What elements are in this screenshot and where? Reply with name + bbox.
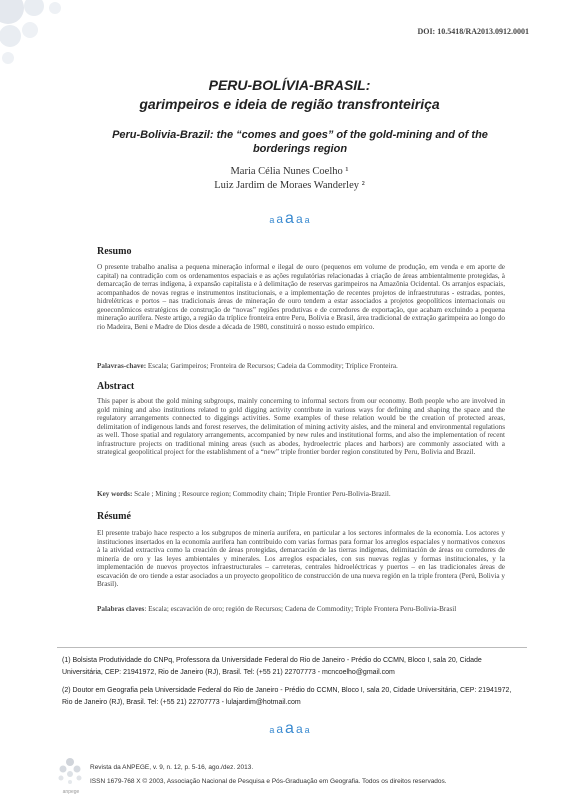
decorative-letters-top: [0, 210, 579, 228]
resumo-text: O presente trabalho analisa a pequena mineração informal e ilegal de ouro (pequenos em volume de produção, em venda e em aporte de capital) na contradição com os ordenamentos espaciais e as ações regulatórias relacionadas à criação de áreas ambientalmente protegidas, à demarcação de terras indígena, à expansão capitalista e à delimitação de reservas garimpeiros na Amazônia Ocidental. Os arranjos espaciais, acompanhados de novas regras e instrumentos institucionais, e a implementação de recentes projetos de infraestruturas - estradas, pontes, hidrelétricas e portos – nas tradicionais áreas de mineração de ouro tendem a estar associados a projetos geopolíticos internacionais ou geoeconômicos estratégicos de construção de “novas” regiões produtivas e de corredores de exportação, que acabam excluindo a pequena mineração aurífera. Neste artigo, a região da tríplice fronteira entre Peru, Bolívia e Brasil, área tradicional de extração garimpeira ao longo do rio Madeira, Beni e Madre de Dios desde a década de 1980, constituirá o nosso estudo empírico.: [97, 263, 505, 331]
decor-letter: a: [276, 212, 284, 226]
author-2: Luiz Jardim de Moraes Wanderley ²: [214, 180, 365, 191]
abstract-keywords: [97, 490, 505, 499]
decor-letter: a: [276, 722, 284, 736]
resume-keywords-label: Palabras claves: [97, 605, 145, 613]
resumo-keywords: [97, 362, 505, 371]
author-1: Maria Célia Nunes Coelho ¹: [230, 166, 349, 177]
doi: DOI: 10.5418/RA2013.0912.0001: [417, 27, 529, 36]
issn-copyright: ISSN 1679-768 X © 2003, Associação Nacional de Pesquisa e Pós-Graduação em Geografia. Todos os direitos reservados.: [90, 778, 447, 785]
article-title-line2: garimpeiros e ideia de região transfronteiriça: [139, 96, 440, 112]
abstract-keywords-text: Scale ; Mining ; Resource region; Commodity chain; Triple Frontier Peru-Bolivia-Brazil.: [132, 490, 391, 498]
resumo-heading: Resumo: [97, 246, 132, 257]
decor-letter: a: [285, 210, 294, 227]
article-title-line1: PERU-BOLÍVIA-BRASIL:: [208, 77, 371, 93]
resume-heading: Résumé: [97, 511, 131, 522]
decorative-letters-bottom: [0, 720, 579, 738]
footnote-2: (2) Doutor em Geografia pela Universidade Federal do Rio de Janeiro - Prédio do CCMN, Bloco I, sala 20, Cidade Universitária, CEP: 21941972, Rio de Janeiro (RJ), Brasil. Tel: (+55 21) 22707773 - lulajardim@hotmail.com: [62, 687, 512, 706]
decor-letter: a: [269, 215, 275, 225]
footnote-1: (1) Bolsista Produtividade do CNPq, Professora da Universidade Federal do Rio de Janeiro - Prédio do CCMN, Bloco I, sala 20, Cidade Universitária, CEP: 21941972, Rio de Janeiro (RJ), Brasil. Tel: (+55 21) 22707773 - mcncoelho@gmail.com: [62, 657, 482, 676]
corner-decoration: [0, 0, 80, 70]
resume-keywords: [97, 605, 505, 614]
resume-keywords-text: : Escala; escavación de oro; región de Recursos; Cadena de Commodity; Triple Frontera Peru-Bolivia-Brasil: [144, 605, 457, 613]
decor-letter: a: [285, 720, 294, 737]
footnote-divider: [57, 647, 527, 648]
journal-citation: Revista da ANPEGE, v. 9, n. 12, p. 5-16, ago./dez. 2013.: [90, 764, 254, 771]
resume-text: El presente trabajo hace respecto a los subgrupos de minería aurífera, en particular a los sectores informales de la economía. Los actores y instituciones insertados en la economía aurífera han contribuido com varias formas para formar los arreglos espaciales y normativos conexos à la atividad extractiva como la creación de áreas protegidas, demarcación de las tierras indígenas, delimitación de áreas ou corredores de minería de oro y las leyes ambientales y minerales. Los arreglos espaciales, con sus nuevas reglas y formas institucionales, y la implementación de nuevos proyectos infraestructurales – carreteras, centrales hidroeléctricas y puertos – en las tradicionales áreas de escavación de oro tiende a estar asociados a un proyecto geopolítico de construcción de una nueva región en la triple frontera (Perú, Bolivia y Brasil).: [97, 529, 505, 588]
anpege-logo: [55, 754, 85, 790]
abstract-text: This paper is about the gold mining subgroups, mainly concerning to informal sectors from our economy. Both people who are involved in gold mining and also institutions related to gold digging activity contribute in various ways for defining and shaping the space and the regulatory arrangements connected to diggings activities. Some examples of these relation would be the creation of protected areas, delimitation of indigenous lands and forest reserves, the delimitation of mining activity aisles, and the mineral and environmental regulations as well. Those spatial and regulatory arrangements, accompanied by new rules and institutional forms, and also the implementation of recent infrastructure projects on traditional mining areas (such as abodes, hydroelectric places and harbors) are commonly associated with a strategical geopolitical project for the establishment of a “new” triple frontier border region constituted by Peru, Bolivia and Brazil.: [97, 397, 505, 456]
decor-letter: a: [269, 725, 275, 735]
decor-letter: a: [304, 725, 310, 735]
english-title: Peru-Bolivia-Brazil: the “comes and goes” of the gold-mining and of the borderings region: [112, 129, 488, 155]
resumo-keywords-text: Escala; Garimpeiros; Fronteira de Recursos; Cadeia da Commodity; Tríplice Fronteira.: [146, 362, 398, 370]
abstract-heading: Abstract: [97, 381, 135, 392]
decor-letter: a: [304, 215, 310, 225]
decor-letter: a: [295, 722, 303, 736]
resumo-keywords-label: Palavras-chave:: [97, 362, 147, 370]
abstract-keywords-label: Key words:: [97, 490, 133, 498]
anpege-logo-text: anpege: [62, 789, 80, 795]
decor-letter: a: [295, 212, 303, 226]
